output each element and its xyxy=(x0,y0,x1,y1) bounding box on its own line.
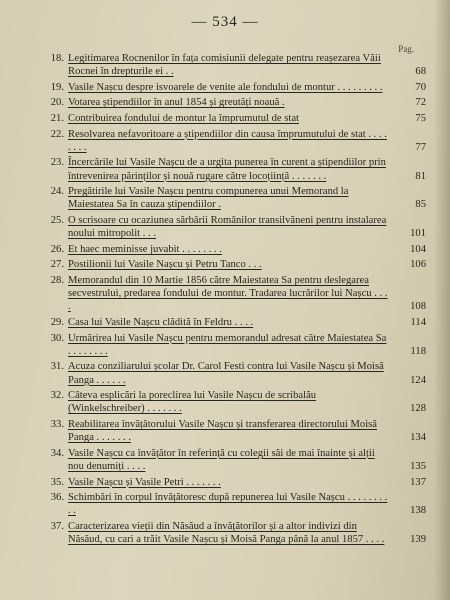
entry-title: Postilionii lui Vasile Nașcu și Petru Tanco . . . xyxy=(68,259,262,271)
entry-number: 35. xyxy=(50,476,64,488)
entry-page-number: 139 xyxy=(410,534,426,546)
entry-number: 20. xyxy=(50,97,64,109)
entry-page-number: 138 xyxy=(410,505,426,517)
toc-entry xyxy=(40,243,426,256)
entry-number: 19. xyxy=(50,81,64,93)
entry-number: 25. xyxy=(50,214,64,226)
entry-page-number: 70 xyxy=(415,81,426,93)
toc-entry xyxy=(40,258,426,271)
entry-number: 37. xyxy=(50,520,64,532)
toc-entry xyxy=(40,520,426,546)
entry-title: Contribuirea fondului de montur la împrumutul de stat xyxy=(68,112,299,124)
entry-title: Casa lui Vasile Nașcu clădită în Feldru . . . . xyxy=(68,316,254,328)
entry-number: 36. xyxy=(50,492,64,504)
entry-number: 28. xyxy=(50,274,64,286)
toc-entry xyxy=(40,447,426,473)
entry-page-number: 68 xyxy=(415,66,426,78)
entry-number: 30. xyxy=(50,332,64,344)
entry-page-number: 134 xyxy=(410,432,426,444)
entry-title: Urmărirea lui Vasile Nașcu pentru memorandul adresat către Maiestatea Sa . . . . . . . . xyxy=(68,332,387,357)
entry-page-number: 75 xyxy=(415,112,426,124)
entry-page-number: 101 xyxy=(410,228,426,240)
entry-page-number: 137 xyxy=(410,476,426,488)
toc-entry xyxy=(40,491,426,517)
entry-title: O scrisoare cu ocaziunea sărbării Românilor transilvăneni pentru instalarea noului mitropolit . . . xyxy=(68,214,387,240)
table-of-contents xyxy=(40,52,426,549)
entry-page-number: 72 xyxy=(415,97,426,109)
entry-title: Caracterizarea vieții din Năsăud a învățătorilor și a altor indivizi din Năsăud, cu cari a trăit Vasile Nașcu și Moisă Panga până la anul 1857 . . . . xyxy=(68,520,385,546)
entry-number: 23. xyxy=(50,157,64,169)
toc-entry xyxy=(40,214,426,240)
entry-page-number: 118 xyxy=(410,345,426,357)
entry-number: 34. xyxy=(50,447,64,459)
entry-number: 27. xyxy=(50,259,64,271)
entry-title: Vasile Nașcu ca învățător în referință cu colegii săi de mai înainte și alții nou denumiți . . . . xyxy=(68,447,375,472)
entry-number: 21. xyxy=(50,112,64,124)
toc-entry xyxy=(40,360,426,386)
entry-page-number: 124 xyxy=(410,374,426,386)
entry-title: Schimbări în corpul învățătoresc după repunerea lui Vasile Nașcu . . . . . . . . . . xyxy=(68,492,388,517)
toc-entry xyxy=(40,476,426,489)
entry-title: Votarea știpendiilor în anul 1854 și greutăți noauă . xyxy=(68,97,285,109)
toc-entry xyxy=(40,156,426,182)
entry-number: 33. xyxy=(50,418,64,430)
toc-entry xyxy=(40,418,426,444)
entry-number: 22. xyxy=(50,128,64,140)
entry-title: Resolvarea nefavoritoare a știpendiilor din causa împrumutului de stat . . . . . . . . xyxy=(68,128,387,153)
entry-number: 29. xyxy=(50,316,64,328)
page-column-label: Pag. xyxy=(398,44,414,54)
entry-title: Legitimarea Rocnenilor în fața comisiunii delegate pentru reașezarea Văii Rocnei în drepturile ei . . xyxy=(68,53,381,78)
toc-entry xyxy=(40,112,426,125)
entry-number: 24. xyxy=(50,186,64,198)
toc-entry xyxy=(40,128,426,154)
entry-title: Pregătirile lui Vasile Nașcu pentru compunerea unui Memorand la Maiestatea Sa în cauza știpendiilor . xyxy=(68,186,349,211)
entry-page-number: 106 xyxy=(410,259,426,271)
entry-page-number: 108 xyxy=(410,301,426,313)
entry-number: 32. xyxy=(50,390,64,402)
entry-page-number: 77 xyxy=(415,141,426,153)
entry-page-number: 135 xyxy=(410,460,426,472)
entry-page-number: 128 xyxy=(410,403,426,415)
toc-entry xyxy=(40,81,426,94)
toc-entry xyxy=(40,274,426,314)
entry-number: 31. xyxy=(50,361,64,373)
toc-entry xyxy=(40,389,426,415)
toc-entry xyxy=(40,185,426,211)
toc-entry xyxy=(40,316,426,329)
entry-title: Et haec meminisse juvabit . . . . . . . . xyxy=(68,243,222,255)
entry-number: 26. xyxy=(50,243,64,255)
entry-page-number: 114 xyxy=(410,316,426,328)
toc-entry xyxy=(40,332,426,358)
entry-title: Vasile Nașcu și Vasile Petri . . . . . . . xyxy=(68,476,221,488)
page-edge-shadow xyxy=(434,0,450,600)
toc-entry xyxy=(40,96,426,109)
entry-page-number: 81 xyxy=(415,170,426,182)
entry-page-number: 85 xyxy=(415,199,426,211)
entry-title: Memorandul din 10 Martie 1856 către Maiestatea Sa pentru deslegarea secvestrului, predarea fondului de montur. Tradarea lucrărilor lui Nașcu . . . . xyxy=(68,274,388,313)
entry-title: Câteva esplicări la poreclirea lui Vasile Nașcu de scribalău (Winkelschreiber) . . . . . . . xyxy=(68,390,317,415)
entry-page-number: 104 xyxy=(410,243,426,255)
entry-number: 18. xyxy=(50,53,64,64)
entry-title: Încercările lui Vasile Nașcu de a urgita punerea în curent a știpendiilor prin întrevenirea părinților și nouă rugare către locoțiință . . . . . . . xyxy=(68,157,386,182)
entry-title: Vasile Nașcu despre isvoarele de venite ale fondului de montur . . . . . . . . . xyxy=(68,81,383,93)
entry-title: Acuza conziliarului școlar Dr. Carol Festi contra lui Vasile Nașcu și Moisă Panga . . . . . . xyxy=(68,361,384,386)
page-number: — 534 — xyxy=(191,14,259,30)
toc-entry xyxy=(40,52,426,78)
entry-title: Reabilitarea învățătorului Vasile Nașcu și transferarea directorului Moisă Panga . . . . . . . xyxy=(68,418,377,444)
